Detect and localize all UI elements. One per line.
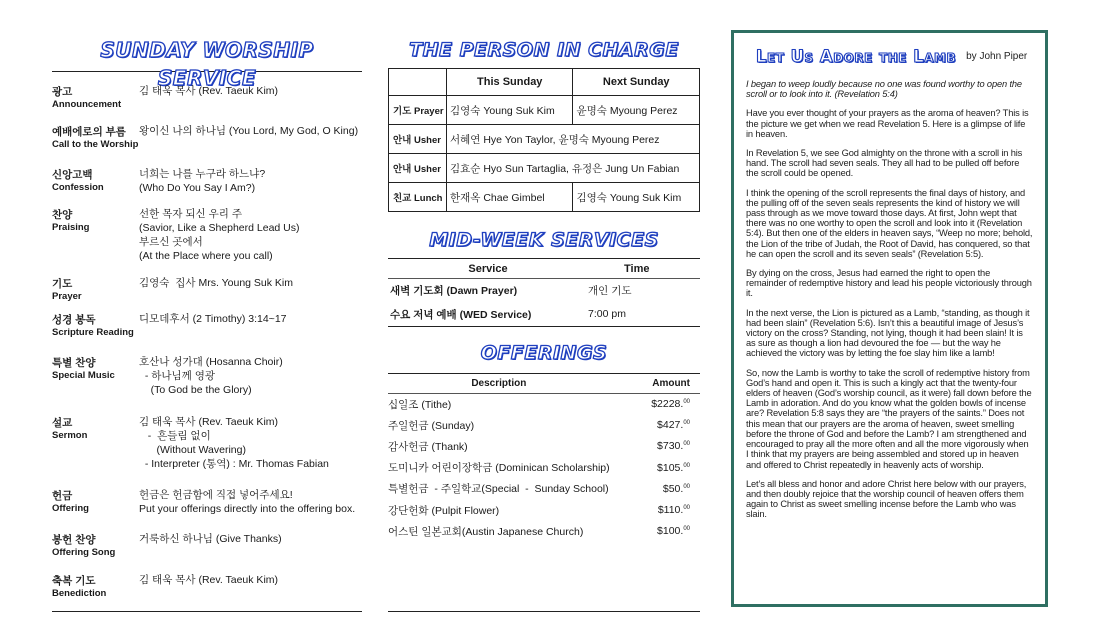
offering-amount	[610, 521, 700, 542]
charge-role: 안내 Usher	[389, 125, 447, 154]
offering-amount-value: $105.	[657, 461, 684, 474]
midweek-service: 새벽 기도회 (Dawn Prayer)	[390, 285, 518, 298]
article-paragraph: In the next verse, the Lion is pictured as a Lamb, “standing, as though it had been slain” (Revelation 5:6). Isn’t this a beautiful image of Jesus’s victory on the cross? Standing, not lying, though it had been slain! It is as sure as though a lion had devoured the foe — but the way he achieved the victory was by letting the foe slay him like a lamb!	[746, 307, 1030, 359]
offering-row	[388, 499, 700, 520]
offering-description: 십일조 (Tithe)	[388, 398, 452, 411]
charge-role: 안내 Usher	[389, 154, 447, 183]
charge-row	[389, 183, 700, 212]
offering-description: 특별헌금 - 주일학교(Special - Sunday School)	[388, 483, 609, 496]
charge-title: THE PERSON IN CHARGE	[409, 39, 679, 61]
worship-item-korean-label: 광고	[52, 86, 73, 98]
offering-amount-value: $2228.	[651, 398, 684, 411]
worship-item-korean-label: 축복 기도	[52, 575, 96, 587]
offering-amount-cents: 00	[683, 505, 690, 512]
offering-amount	[610, 436, 700, 457]
offering-amount-cents: 00	[683, 441, 690, 448]
charge-row	[389, 96, 700, 125]
worship-item-detail-line: 선한 목자 되신 우리 주	[139, 208, 242, 220]
worship-item-detail	[139, 532, 282, 546]
midweek-time: 7:00 pm	[588, 308, 626, 321]
offering-description: 주일헌금 (Sunday)	[388, 419, 475, 432]
charge-next: 김영숙 Young Suk Kim	[573, 183, 700, 212]
worship-item-detail-line: - Interpreter (통역) : Mr. Thomas Fabian	[139, 458, 329, 470]
midweek-header-service: Service	[388, 259, 588, 279]
worship-item-detail	[139, 207, 300, 263]
worship-item-english-label: Call to the Worship	[52, 139, 139, 150]
worship-item-detail	[139, 124, 358, 138]
worship-item-detail	[139, 355, 283, 397]
offering-description: 도미니카 어린이장학금 (Dominican Scholarship)	[388, 462, 610, 475]
offering-amount-value: $100.	[657, 525, 684, 538]
midweek-table	[388, 258, 700, 327]
worship-item-detail-line: 왕이신 나의 하나님 (You Lord, My God, O King)	[139, 125, 359, 137]
offering-amount-cents: 00	[683, 399, 690, 406]
worship-item-english-label: Announcement	[52, 99, 122, 110]
worship-item-detail-line: 김 태욱 목사 (Rev. Taeuk Kim)	[139, 416, 279, 428]
worship-item-detail-line: 호산나 성가대 (Hosanna Choir)	[139, 356, 283, 368]
worship-item-korean-label: 설교	[52, 417, 73, 429]
charge-role: 친교 Lunch	[389, 183, 447, 212]
worship-item-detail-line: (At the Place where you call)	[139, 250, 273, 262]
charge-header-next: Next Sunday	[573, 69, 700, 96]
worship-item-detail	[139, 84, 278, 98]
worship-item-english-label: Praising	[52, 222, 90, 233]
worship-item-korean-label: 예배에로의 부름	[52, 126, 126, 138]
midweek-title: MID-WEEK SERVICES	[429, 229, 659, 251]
worship-title: SUNDAY WORSHIP SERVICE	[100, 38, 314, 90]
offering-row	[388, 478, 700, 499]
worship-item-detail	[139, 276, 293, 290]
worship-item-korean-label: 기도	[52, 278, 73, 290]
offering-amount-value: $110.	[657, 504, 684, 517]
charge-both: 서혜연 Hye Yon Taylor, 윤명숙 Myoung Perez	[447, 125, 700, 154]
offering-description: 어스틴 일본교회(Austin Japanese Church)	[388, 525, 584, 538]
article-paragraph: Let’s all bless and honor and adore Christ here below with our prayers, and then doubly rejoice that the worship council of heaven offers them again to Christ as sweet smelling incense before the Lamb who was slain.	[746, 478, 1027, 520]
midweek-row	[388, 303, 700, 327]
offerings-rows	[388, 394, 700, 542]
charge-this: 한재옥 Chae Gimbel	[447, 183, 573, 212]
worship-bottom-rule	[52, 611, 362, 612]
worship-item-detail-line: 부르신 곳에서	[139, 236, 203, 248]
offering-amount-value: $427.	[657, 419, 684, 432]
worship-item-korean-label: 헌금	[52, 490, 73, 502]
offering-description: 강단헌화 (Pulpit Flower)	[388, 504, 500, 517]
offering-amount-cents: 00	[683, 526, 690, 533]
charge-both: 김효순 Hyo Sun Tartaglia, 유정은 Jung Un Fabian	[447, 154, 700, 183]
charge-header-blank	[389, 69, 447, 96]
worship-item-detail-line: (Without Wavering)	[139, 444, 246, 456]
charge-row	[389, 125, 700, 154]
article-body	[746, 108, 1033, 519]
worship-item-korean-label: 성경 봉독	[52, 314, 96, 326]
article-paragraph: I think the opening of the scroll represents the final days of history, and the pulling off of the seven seals represents the kind of history we will pass through as we move toward those days. At first, John wept that there was no one worthy to open the scroll and look into it (Revelation 5:4). But then one of the elders in heaven says, “Weep no more; behold, the Lion of the tribe of Judah, the Root of David, has conquered, so that he can open the scroll and its seven seals” (Revelation 5:5).	[746, 187, 1033, 259]
worship-item-english-label: Offering	[52, 503, 89, 514]
midweek-header-time: Time	[588, 259, 700, 279]
worship-item-korean-label: 특별 찬양	[52, 357, 96, 369]
schedule-bottom-rule	[388, 611, 700, 612]
offering-row	[388, 457, 700, 478]
worship-item-english-label: Offering Song	[52, 547, 116, 558]
worship-item-english-label: Sermon	[52, 430, 88, 441]
offering-amount-cents: 00	[683, 462, 690, 469]
worship-item-detail-line: Put your offerings directly into the offering box.	[139, 503, 356, 515]
offering-row	[388, 521, 700, 542]
offerings-title: OFFERINGS	[480, 342, 608, 364]
worship-item-detail	[139, 415, 329, 471]
offering-amount-cents: 00	[683, 483, 690, 490]
charge-this: 김영숙 Young Suk Kim	[447, 96, 573, 125]
worship-item-detail	[139, 167, 265, 195]
worship-item-detail-line: 거룩하신 하나님 (Give Thanks)	[139, 533, 282, 545]
worship-item-detail-line: - 하나님께 영광	[139, 370, 216, 382]
charge-table	[388, 68, 700, 212]
worship-item-detail-line: 디모데후서 (2 Timothy) 3:14~17	[139, 313, 287, 325]
charge-header-row	[389, 69, 700, 96]
midweek-row	[388, 279, 700, 303]
article-paragraph: So, now the Lamb is worthy to take the scroll of redemptive history from God’s hand and open it. This is such a kingly act that the twenty-four elders of heaven (God’s worship council, as it were) fall down before the Lamb in adoration. And do you know what the golden bowls of incense are? Revelation 5:8 says they are “the prayers of the saints.” Does not this mean that our prayers are the aroma of heaven, sweet smelling before the throne of God and before the Lamb? I am strengthened and encouraged to pray all the more often and all the more vigorously when I think that my prayers are being assembled and stored up in heaven and offered to Christ repeatedly in heavenly acts of worship.	[746, 367, 1032, 470]
article-paragraph: Have you ever thought of your prayers as the aroma of heaven? This is the picture we get when we read Revelation 5. Here is a glimpse of life in heaven.	[746, 108, 1029, 139]
worship-item-detail-line: (Savior, Like a Shepherd Lead Us)	[139, 222, 300, 234]
worship-item-detail-line: 김 태욱 목사 (Rev. Taeuk Kim)	[139, 574, 279, 586]
worship-item-detail	[139, 573, 278, 587]
offering-amount-value: $50.	[662, 482, 684, 495]
offering-amount	[610, 457, 700, 478]
offerings-table	[388, 373, 700, 542]
article-header	[746, 41, 1033, 71]
worship-item-detail-line: 너희는 나를 누구라 하느냐?	[139, 168, 266, 180]
article-paragraph: In Revelation 5, we see God almighty on the throne with a scroll in his hand. The scroll had seven seals. They all had to be pulled off before the scroll could be opened.	[746, 148, 1023, 179]
midweek-service: 수요 저녁 예배 (WED Service)	[390, 308, 532, 321]
offerings-header-amount: Amount	[610, 374, 700, 394]
charge-role: 기도 Prayer	[389, 96, 447, 125]
offerings-header-row	[388, 374, 700, 394]
article-lead-verse: I began to weep loudly because no one was found worthy to open the scroll or to look into it. (Revelation 5:4)	[746, 79, 1022, 100]
worship-item-korean-label: 신앙고백	[52, 169, 93, 181]
worship-item-korean-label: 봉헌 찬양	[52, 534, 96, 546]
worship-item-english-label: Benediction	[52, 588, 107, 599]
worship-item-english-label: Scripture Reading	[52, 327, 134, 338]
offering-amount	[610, 478, 700, 499]
charge-header-this: This Sunday	[447, 69, 573, 96]
worship-item-detail-line: (Who Do You Say I Am?)	[139, 182, 256, 194]
article-title: Let Us Adore the Lamb	[756, 46, 957, 66]
charge-next: 윤명숙 Myoung Perez	[573, 96, 700, 125]
offering-amount	[610, 499, 700, 520]
charge-row	[389, 154, 700, 183]
offering-amount	[610, 415, 700, 436]
offering-description: 감사헌금 (Thank)	[388, 440, 468, 453]
midweek-header-row	[388, 259, 700, 279]
offering-row	[388, 436, 700, 457]
worship-item-detail-line: 김 태욱 목사 (Rev. Taeuk Kim)	[139, 85, 279, 97]
worship-item-detail-line: 헌금은 헌금함에 직접 넣어주세요!	[139, 489, 293, 501]
offering-row	[388, 415, 700, 436]
worship-item-english-label: Confession	[52, 182, 104, 193]
worship-item-detail-line: 김영숙 집사 Mrs. Young Suk Kim	[139, 277, 294, 289]
worship-item-english-label: Prayer	[52, 291, 82, 302]
article-box	[731, 30, 1048, 607]
worship-item-korean-label: 찬양	[52, 209, 73, 221]
offering-row	[388, 394, 700, 415]
worship-item-detail	[139, 488, 355, 516]
article-byline: by John Piper	[966, 50, 1028, 62]
worship-item-detail-line: (To God be the Glory)	[139, 384, 252, 396]
worship-order-column	[52, 36, 362, 612]
midweek-time: 개인 기도	[588, 285, 632, 298]
offerings-header-desc: Description	[388, 374, 610, 394]
worship-item-detail-line: - 흔들림 없이	[139, 430, 211, 442]
offering-amount-cents: 00	[683, 420, 690, 427]
worship-item-english-label: Special Music	[52, 370, 115, 381]
offering-amount	[610, 394, 700, 415]
schedule-column	[388, 36, 700, 612]
offering-amount-value: $730.	[657, 440, 684, 453]
worship-item-detail	[139, 312, 287, 326]
article-paragraph: By dying on the cross, Jesus had earned the right to open the remainder of redemptive history and lead his people victoriously through it.	[746, 268, 1032, 299]
